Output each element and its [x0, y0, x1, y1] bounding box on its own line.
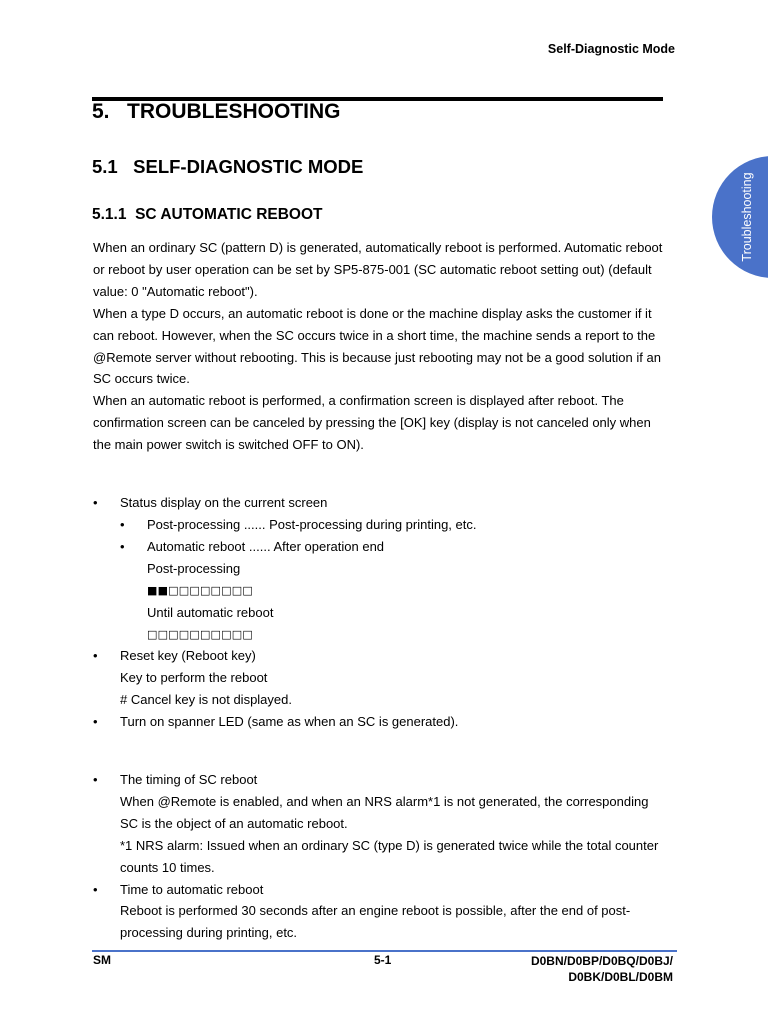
list-item-text: Reboot is performed 30 seconds after an engine reboot is possible, after the end of post-processing during printing, etc. — [120, 903, 631, 941]
until-reboot-label: Until automatic reboot — [147, 604, 274, 620]
list-item-text: • Post-processing ...... Post-processing during printing, etc. — [147, 516, 477, 532]
body-text — [93, 237, 668, 944]
sub-list-item — [120, 514, 668, 536]
list-item — [93, 879, 668, 945]
post-processing-label: Post-processing — [147, 560, 241, 576]
list-item — [93, 645, 668, 711]
progress-boxes: □□□□□□□□□□ — [147, 627, 253, 641]
list-item-text: # Cancel key is not displayed. — [120, 692, 292, 708]
sub-list-item — [120, 536, 668, 646]
list-item-text: • Reset key (Reboot key) — [120, 648, 256, 664]
list-item-text: • Status display on the current screen — [120, 495, 328, 511]
list-item-text: • Turn on spanner LED (same as when an SC is generated). — [120, 714, 459, 730]
list-item-text: When @Remote is enabled, and when an NRS alarm*1 is not generated, the corresponding SC is the object of an automatic reboot. — [120, 793, 649, 831]
progress-boxes: ■■□□□□□□□□ — [147, 583, 253, 597]
list-item — [93, 769, 668, 879]
footer-model-line: D0BK/D0BL/D0BM — [568, 970, 673, 984]
list-item — [93, 711, 668, 733]
footer-model-codes — [531, 953, 673, 985]
list-item-text: *1 NRS alarm: Issued when an ordinary SC (type D) is generated twice while the total counter counts 10 times. — [120, 837, 659, 875]
paragraph: When an automatic reboot is performed, a confirmation screen is displayed after reboot. The confirmation screen can be canceled by pressing the [OK] key (display is not canceled only when the main power switch is switched OFF to ON). — [93, 393, 651, 453]
running-header: Self-Diagnostic Mode — [547, 42, 675, 56]
list-item — [93, 492, 668, 645]
status-list — [93, 492, 668, 733]
list-item-text: • Automatic reboot ...... After operation end — [147, 538, 385, 554]
paragraph: When a type D occurs, an automatic reboot is done or the machine display asks the customer if it can reboot. However, when the SC occurs twice in a short time, the machine sends a report to the @Remote server without rebooting. This is because just rebooting may not be a good solution if an SC occurs twice. — [93, 305, 661, 387]
footer-model-line: D0BN/D0BP/D0BQ/D0BJ/ — [530, 954, 673, 968]
list-item-text: Key to perform the reboot — [120, 670, 268, 686]
paragraph: When an ordinary SC (pattern D) is generated, automatically reboot is performed. Automatic reboot or reboot by user operation can be set by SP5-875-001 (SC automatic reboot setting out) (default value: 0 "Automatic reboot"). — [93, 240, 663, 299]
footer-rule — [92, 950, 677, 952]
list-item-text: • The timing of SC reboot — [120, 772, 258, 788]
timing-list — [93, 769, 668, 944]
subsection-heading: 5.1.1 SC AUTOMATIC REBOOT — [92, 206, 323, 223]
footer-manual-code: SM — [93, 953, 111, 967]
chapter-heading: 5. TROUBLESHOOTING — [92, 100, 341, 123]
side-tab-label: Troubleshooting — [740, 172, 754, 262]
section-heading: 5.1 SELF-DIAGNOSTIC MODE — [92, 156, 364, 177]
list-item-text: • Time to automatic reboot — [120, 881, 264, 897]
footer-page-number: 5-1 — [374, 953, 392, 967]
